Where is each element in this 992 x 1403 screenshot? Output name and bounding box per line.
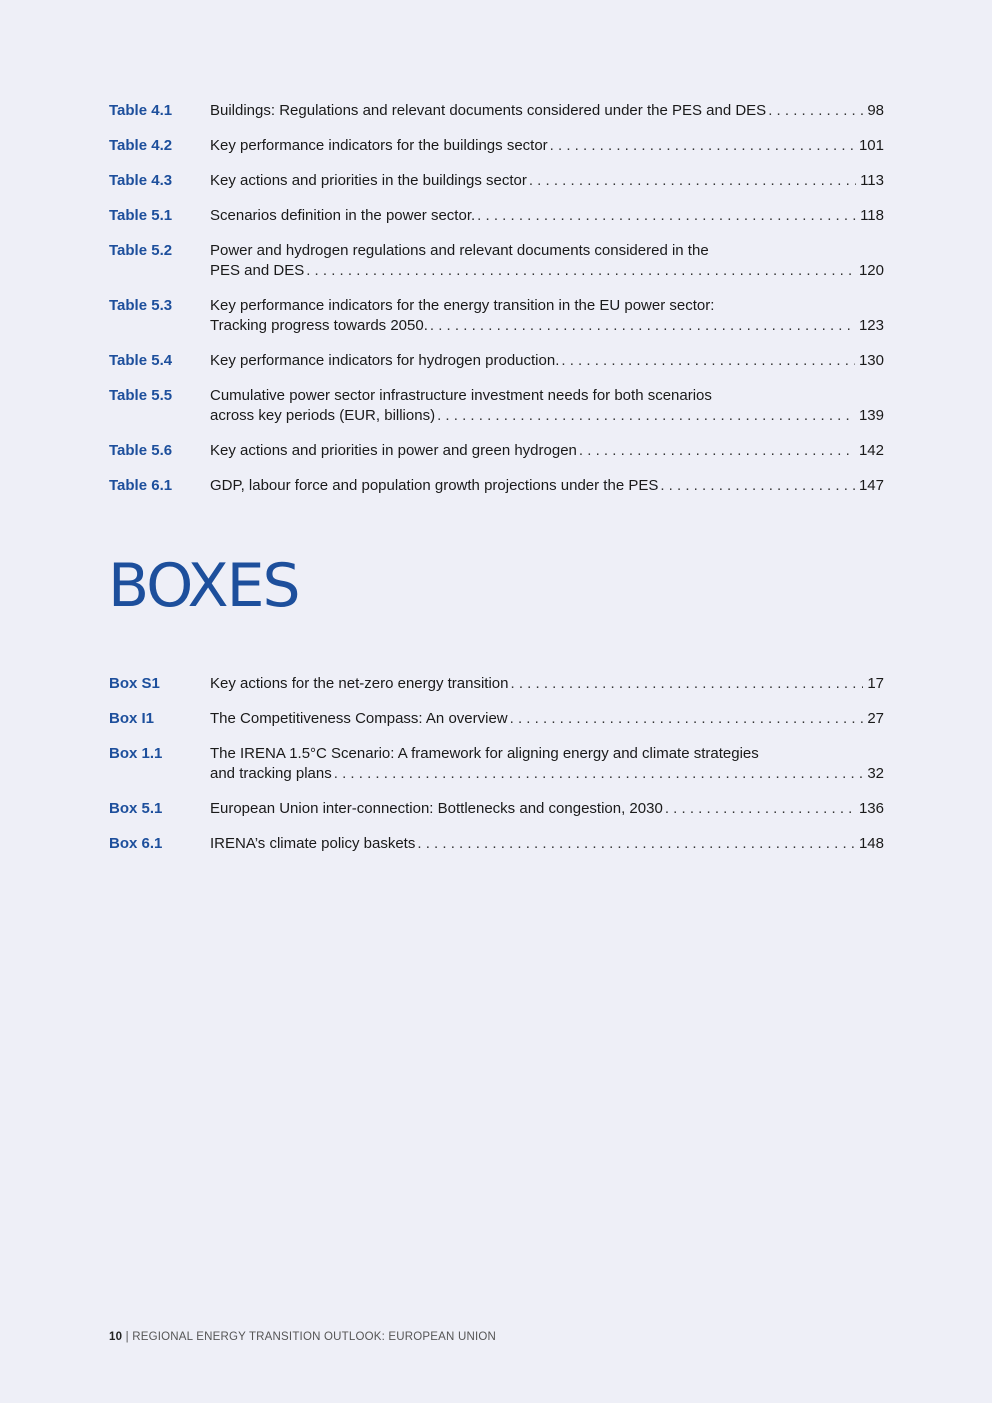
dot-leader <box>437 406 855 426</box>
boxes-heading: BOXES <box>108 551 299 621</box>
dot-leader <box>306 261 855 281</box>
dot-leader <box>579 441 855 461</box>
entry-label: Box I1 <box>109 710 155 727</box>
entry-label: Table 5.2 <box>109 242 173 259</box>
entry-title <box>210 206 884 226</box>
dot-leader <box>529 171 856 191</box>
entry-title <box>210 386 884 426</box>
entry-page-number: 136 <box>858 800 884 817</box>
dot-leader <box>417 834 855 854</box>
footer-page-number: 10 <box>109 1331 123 1343</box>
entry-title <box>210 834 884 854</box>
entry-title-last-line <box>210 674 884 694</box>
entry-page-number: 118 <box>860 207 884 224</box>
entry-title-line: Key performance indicators for the energy transition in the EU power sector: <box>210 297 715 314</box>
entry-title-text: Key actions and priorities in the buildings sector <box>210 172 527 189</box>
dot-leader <box>334 764 864 784</box>
table-entry[interactable] <box>109 206 884 226</box>
entry-title-text: European Union inter-connection: Bottlenecks and congestion, 2030 <box>210 800 663 817</box>
entry-title-last-line <box>210 406 884 426</box>
entry-label: Table 5.3 <box>109 297 173 314</box>
page-footer <box>109 1330 496 1344</box>
entry-title <box>210 136 884 156</box>
entry-title <box>210 709 884 729</box>
entry-title-line: Cumulative power sector infrastructure investment needs for both scenarios <box>210 387 712 404</box>
entry-title-line: Power and hydrogen regulations and relevant documents considered in the <box>210 242 709 259</box>
entry-title <box>210 296 884 336</box>
entry-title-text: The Competitiveness Compass: An overview <box>210 710 508 727</box>
entry-page-number: 148 <box>858 835 884 852</box>
entry-page-number: 130 <box>858 352 884 369</box>
entry-page-number: 113 <box>860 172 884 189</box>
entry-title-last-line <box>210 136 884 156</box>
box-entry[interactable] <box>109 744 884 784</box>
entry-title <box>210 799 884 819</box>
list-of-tables <box>109 101 884 511</box>
entry-page-number: 98 <box>867 102 884 119</box>
entry-title-text: GDP, labour force and population growth projections under the PES <box>210 477 659 494</box>
entry-title-text: Key performance indicators for the buildings sector <box>210 137 548 154</box>
table-entry[interactable] <box>109 386 884 426</box>
entry-title-text: Tracking progress towards 2050. <box>210 317 428 334</box>
entry-label: Table 4.2 <box>109 137 173 154</box>
entry-label: Table 5.6 <box>109 442 173 459</box>
entry-title-text: IRENA’s climate policy baskets <box>210 835 416 852</box>
entry-title <box>210 171 884 191</box>
entry-title-last-line <box>210 206 884 226</box>
footer-separator: | <box>125 1331 129 1343</box>
entry-title <box>210 674 884 694</box>
entry-page-number: 147 <box>858 477 884 494</box>
entry-label: Table 4.3 <box>109 172 173 189</box>
entry-page-number: 32 <box>867 765 884 782</box>
entry-title <box>210 101 884 121</box>
entry-label: Box S1 <box>109 675 160 692</box>
table-entry[interactable] <box>109 171 884 191</box>
entry-label: Table 5.4 <box>109 352 173 369</box>
entry-title-last-line <box>210 261 884 281</box>
table-entry[interactable] <box>109 351 884 371</box>
entry-title-last-line <box>210 171 884 191</box>
entry-title <box>210 241 884 281</box>
entry-title <box>210 476 884 496</box>
entry-page-number: 139 <box>858 407 884 424</box>
table-entry[interactable] <box>109 441 884 461</box>
entry-label: Table 6.1 <box>109 477 173 494</box>
table-entry[interactable] <box>109 136 884 156</box>
table-entry[interactable] <box>109 476 884 496</box>
entry-label: Table 5.5 <box>109 387 173 404</box>
dot-leader <box>550 136 855 156</box>
entry-title-text: Key performance indicators for hydrogen production. <box>210 352 560 369</box>
dot-leader <box>561 351 855 371</box>
table-entry[interactable] <box>109 296 884 336</box>
entry-title-text: Scenarios definition in the power sector. <box>210 207 476 224</box>
dot-leader <box>768 101 863 121</box>
table-entry[interactable] <box>109 101 884 121</box>
entry-page-number: 27 <box>867 710 884 727</box>
entry-title <box>210 441 884 461</box>
entry-title-last-line <box>210 101 884 121</box>
box-entry[interactable] <box>109 674 884 694</box>
entry-title-text: Buildings: Regulations and relevant documents considered under the PES and DES <box>210 102 767 119</box>
footer-title: REGIONAL ENERGY TRANSITION OUTLOOK: EUROPEAN UNION <box>132 1331 496 1343</box>
entry-page-number: 17 <box>867 675 884 692</box>
entry-title-last-line <box>210 834 884 854</box>
box-entry[interactable] <box>109 834 884 854</box>
dot-leader <box>510 709 864 729</box>
table-entry[interactable] <box>109 241 884 281</box>
entry-title-last-line <box>210 709 884 729</box>
dot-leader <box>511 674 864 694</box>
entry-title-text: and tracking plans <box>210 765 332 782</box>
entry-title-last-line <box>210 441 884 461</box>
entry-title-line: The IRENA 1.5°C Scenario: A framework for aligning energy and climate strategies <box>210 745 759 762</box>
entry-label: Box 5.1 <box>109 800 163 817</box>
entry-title-last-line <box>210 476 884 496</box>
entry-label: Table 5.1 <box>109 207 173 224</box>
entry-page-number: 120 <box>858 262 884 279</box>
entry-title-last-line <box>210 799 884 819</box>
entry-title <box>210 351 884 371</box>
dot-leader <box>430 316 855 336</box>
list-of-boxes <box>109 674 884 869</box>
entry-title-text: Key actions for the net-zero energy transition <box>210 675 509 692</box>
entry-title <box>210 744 884 784</box>
entry-title-last-line <box>210 351 884 371</box>
entry-title-text: across key periods (EUR, billions) <box>210 407 436 424</box>
entry-title-text: Key actions and priorities in power and green hydrogen <box>210 442 577 459</box>
entry-page-number: 142 <box>858 442 884 459</box>
entry-label: Box 1.1 <box>109 745 163 762</box>
entry-page-number: 101 <box>858 137 884 154</box>
box-entry[interactable] <box>109 799 884 819</box>
dot-leader <box>660 476 855 496</box>
dot-leader <box>665 799 855 819</box>
entry-title-last-line <box>210 316 884 336</box>
entry-label: Box 6.1 <box>109 835 163 852</box>
entry-title-last-line <box>210 764 884 784</box>
entry-page-number: 123 <box>858 317 884 334</box>
entry-title-text: PES and DES <box>210 262 305 279</box>
dot-leader <box>477 206 856 226</box>
box-entry[interactable] <box>109 709 884 729</box>
entry-label: Table 4.1 <box>109 102 173 119</box>
